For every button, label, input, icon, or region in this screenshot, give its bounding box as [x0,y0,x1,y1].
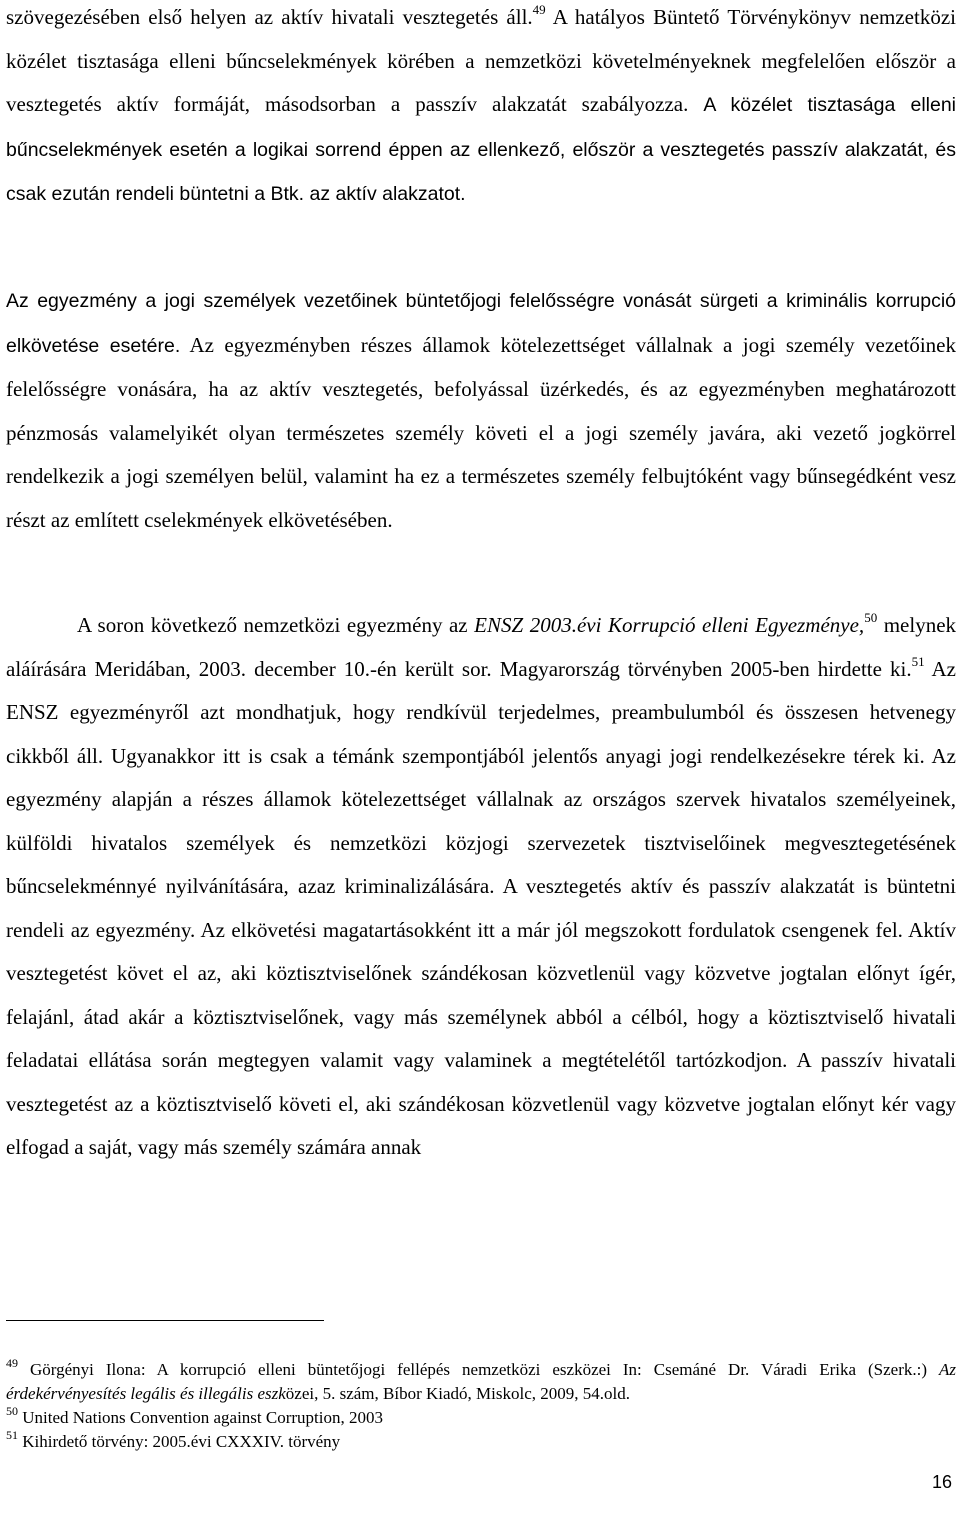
paragraph-1-sentence-2: A hatályos Büntető Törvénykönyv nemzetközi közélet tisztasága elleni bűncselekmények körében a nemzetközi követelményeknek megfelelően először a vesztegetés aktív formáját, másodsorban a passzív alakzatát szabályozza. [6,5,956,116]
footnote-text: Görgényi Ilona: A korrupció elleni büntetőjogi fellépés nemzetközi eszközei In: Csemáné Dr. Váradi Erika (Szerk.:) [30,1360,928,1379]
paragraph-2-sentence-2: Az egyezményben részes államok kötelezettséget vállalnak a jogi személy vezetőinek felelősségre vonására, ha az aktív vesztegetés, befolyással üzérkedés, és az egyezményben meghatározott pénzmosás valamelyikét olyan természetes személy követi el a jogi személy javára, aki vezető jogkörrel rendelkezik a jogi személyen belül, valamint ha ez a természetes személy felbujtóként vagy bűnsegédként vesz részt az említett cselekmények elkövetésében. [6,332,956,532]
paragraph-1-sentence-3: A közélet tisztasága elleni bűncselekmények esetén a logikai sorrend éppen az ellenkező, először a vesztegetés passzív alakzatát, és csak ezután rendeli büntetni a Btk. az aktív alakzatot. [6,94,957,205]
footnote-ref-51[interactable]: 51 [911,653,925,669]
footnote-text: United Nations Convention against Corruption, 2003 [22,1408,383,1427]
document-page [6,0,956,1517]
paragraph-3-rest: Az ENSZ egyezményről azt mondhatjuk, hogy rendkívül terjedelmes, preambulumból és összesen hetvenegy cikkből áll. Ugyanakkor itt is csak a témánk szempontjából jelentős anyagi jogi rendelkezésekre térek ki. Az egyezmény alapján a részes államok kötelezettséget vállalnak az országos szervek hivatalos személyeinek, külföldi hivatalos személyek és nemzetközi közjogi szervezetek tisztviselőinek megvesztegetésének bűncselekménnyé nyilvánítására, azaz kriminalizálására. A vesztegetés aktív és passzív alakzatát is büntetni rendeli az egyezmény. Az elkövetési magatartásokként itt a már jól megszokott fordulatok csengenek fel. Aktív vesztegetést követ el az, aki köztisztviselőnek szándékosan közvetlenül vagy közvetve jogtalan előnyt ígér, felajánl, átad akár a köztisztviselőnek, vagy más személynek abból a célból, hogy a köztisztviselő hivatali feladatai ellátása során megtegyen valamit vagy valaminek a megtételétől tartózkodjon. A passzív hivatali vesztegetést az a köztisztviselő követi el, aki szándékosan közvetlenül vagy közvetve jogtalan előnyt kér vagy elfogad a saját, vagy más személy számára annak [6,656,956,1159]
footnote-text: Kihirdető törvény: 2005.évi CXXXIV. törvény [22,1432,341,1451]
convention-title: ENSZ 2003.évi Korrupció elleni Egyezménye, [474,613,865,637]
paragraph-2 [6,279,956,542]
footnote-number: 49 [6,1356,18,1371]
footnote-51 [6,1430,956,1454]
footnote-ref-49[interactable]: 49 [532,2,546,17]
paragraph-3-lead: A soron következő nemzetközi egyezmény az [77,613,468,637]
footnote-49 [6,1358,956,1406]
footnote-number: 51 [6,1428,18,1443]
footnote-italic-title: Az érdekérvényesítés legális és illegális eszk [6,1360,957,1403]
paragraph-3-after-title: melynek aláírására Meridában, 2003. december 10.-én került sor. Magyarország törvényben 2005-ben hirdette ki. [6,613,957,681]
page-number: 16 [931,1472,952,1492]
footnote-separator [6,1320,324,1321]
footnote-50 [6,1406,956,1430]
paragraph-3 [6,604,956,1170]
paragraph-2-sentence-1: Az egyezmény a jogi személyek vezetőinek büntetőjogi felelősségre vonását sürgeti a kriminális korrupció elkövetése esetére. [6,290,956,357]
paragraph-1-sentence-1: szövegezésében első helyen az aktív hivatali vesztegetés áll. [6,5,533,29]
paragraph-1 [6,0,956,217]
footnote-ref-50[interactable]: 50 [864,610,878,625]
footnote-text-tail: özei, 5. szám, Bíbor Kiadó, Miskolc, 2009, 54.old. [285,1384,630,1403]
footnotes [6,1358,956,1454]
footnote-number: 50 [6,1404,18,1419]
